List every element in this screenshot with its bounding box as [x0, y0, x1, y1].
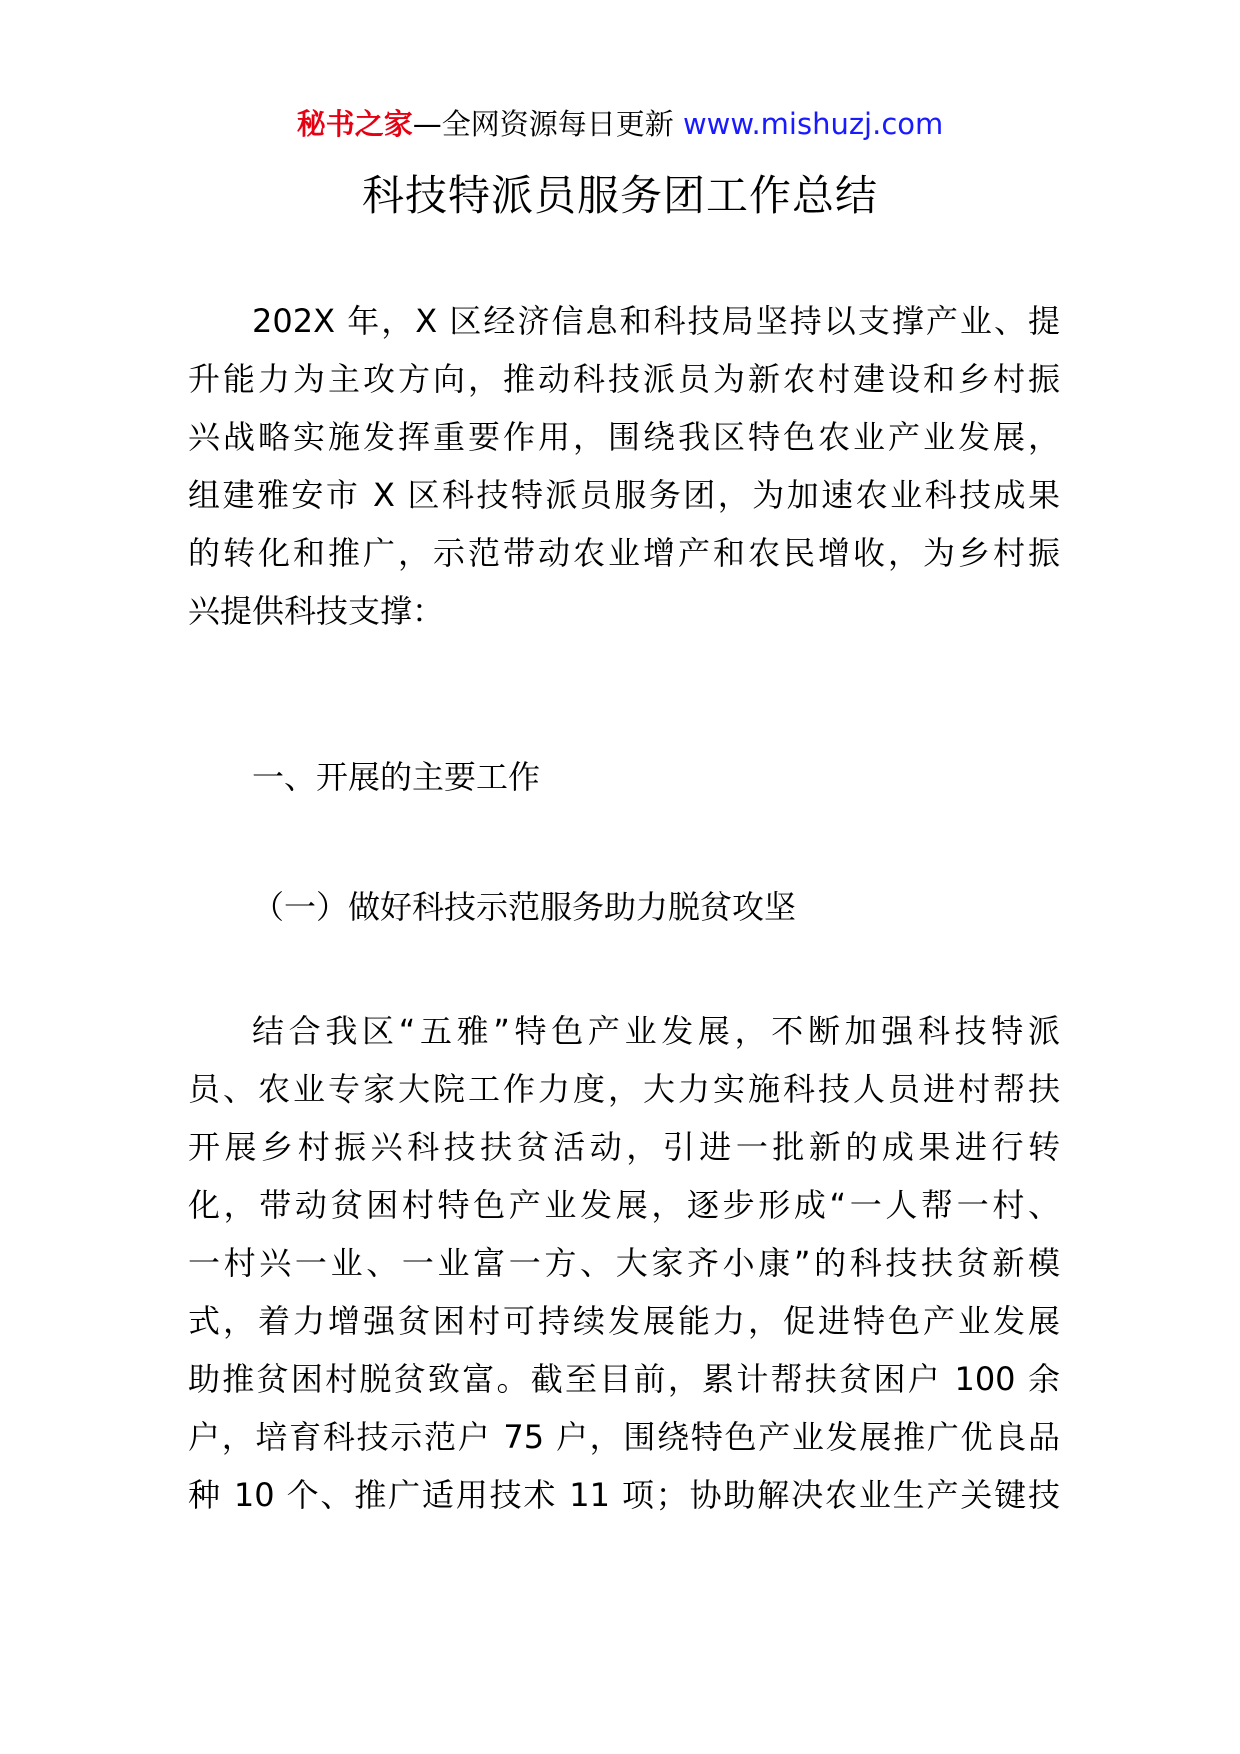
brand-name: 秘书之家 [296, 107, 413, 141]
paragraph-line: 开展乡村振兴科技扶贫活动，引进一批新的成果进行转 [188, 1128, 1060, 1166]
paragraph-line: 组建雅安市 X 区科技特派员服务团，为加速农业科技成果 [188, 476, 1060, 514]
site-header [0, 104, 1240, 144]
subsection-heading: （一）做好科技示范服务助力脱贫攻坚 [252, 888, 797, 926]
paragraph-line: 化，带动贫困村特色产业发展，逐步形成“一人帮一村、 [188, 1186, 1060, 1224]
body-paragraph [188, 1002, 1060, 1524]
paragraph-line: 的转化和推广，示范带动农业增产和农民增收，为乡村振 [188, 534, 1060, 572]
paragraph-line: 兴战略实施发挥重要作用，围绕我区特色农业产业发展， [188, 418, 1060, 456]
site-url-link[interactable]: www.mishuzj.com [682, 107, 944, 141]
paragraph-line: 助推贫困村脱贫致富。截至目前，累计帮扶贫困户 100 余 [188, 1360, 1060, 1398]
paragraph-line: 一村兴一业、一业富一方、大家齐小康”的科技扶贫新模 [188, 1244, 1060, 1282]
section-heading: 一、开展的主要工作 [252, 758, 541, 796]
paragraph-line: 结合我区“五雅”特色产业发展，不断加强科技特派 [252, 1012, 1060, 1050]
header-tagline: —全网资源每日更新 [412, 107, 683, 141]
intro-paragraph [188, 292, 1060, 640]
paragraph-line: 202X 年，X 区经济信息和科技局坚持以支撑产业、提 [252, 302, 1060, 340]
paragraph-line: 升能力为主攻方向，推动科技派员为新农村建设和乡村振 [188, 360, 1060, 398]
document-title: 科技特派员服务团工作总结 [361, 171, 878, 220]
paragraph-line: 户，培育科技示范户 75 户，围绕特色产业发展推广优良品 [188, 1418, 1060, 1456]
paragraph-line: 员、农业专家大院工作力度，大力实施科技人员进村帮扶 [188, 1070, 1060, 1108]
paragraph-line: 式，着力增强贫困村可持续发展能力，促进特色产业发展 [188, 1302, 1060, 1340]
paragraph-line: 种 10 个、推广适用技术 11 项；协助解决农业生产关键技 [188, 1476, 1060, 1514]
paragraph-line: 兴提供科技支撑： [188, 592, 445, 630]
